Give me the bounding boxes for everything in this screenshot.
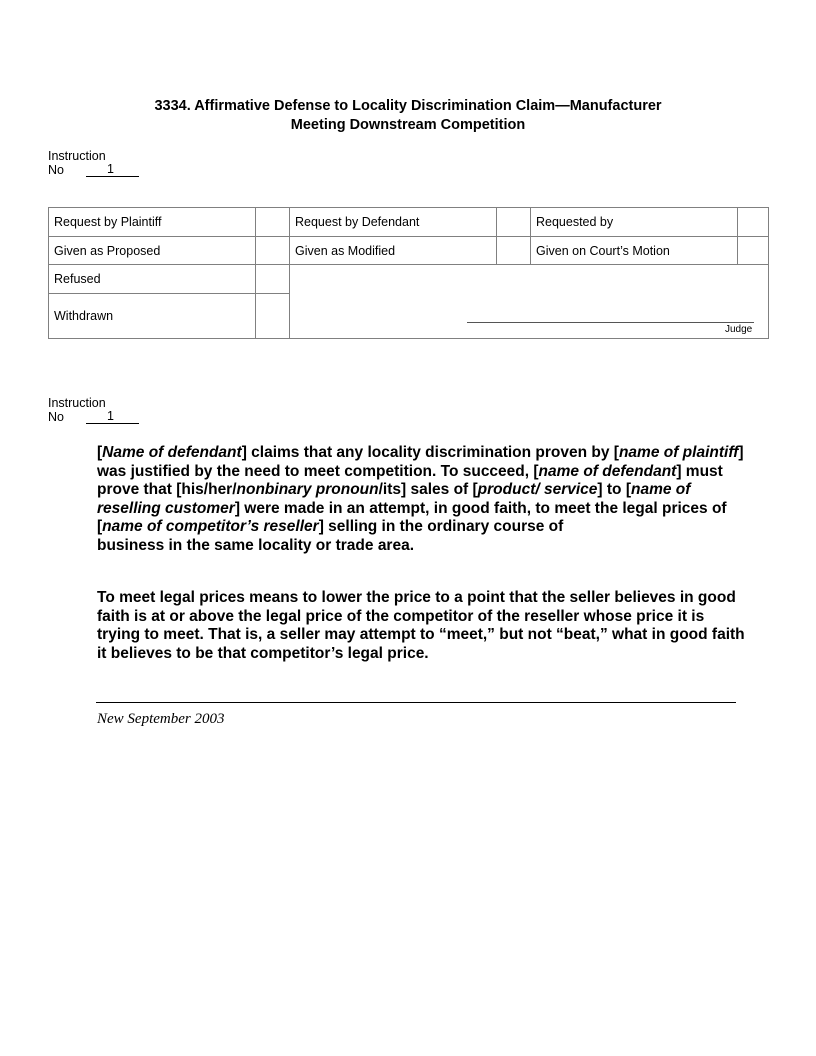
paragraph-1-text <box>97 444 747 556</box>
instruction-number-bottom <box>48 396 139 424</box>
judge-signature-line[interactable] <box>467 322 754 323</box>
placeholder-text: name of defendant <box>538 462 677 480</box>
judge-label: Judge <box>725 324 753 335</box>
placeholder-text: name of competitor’s reseller <box>102 518 319 536</box>
placeholder-text: name of reselling customer <box>97 481 691 517</box>
text-run: business in the same locality or trade area. <box>97 536 415 554</box>
no-label: No <box>48 163 64 177</box>
title-line-1: 3334. Affirmative Defense to Locality Discrimination Claim—Manufacturer <box>154 98 662 114</box>
text-run: ] to [ <box>597 481 631 499</box>
withdrawn-checkbox[interactable] <box>256 294 289 338</box>
requested-by-label: Requested by <box>536 215 614 229</box>
refused-checkbox[interactable] <box>256 265 289 293</box>
request-by-plaintiff-checkbox[interactable] <box>256 208 289 236</box>
paragraph-2-text: To meet legal prices means to lower the price to a point that the seller believes in good faith is at or above the legal price of the competitor of the reseller whose price it is trying to meet. That is, a seller may attempt to “meet,” but not “beat,” what in good faith it believes to be that competitor’s legal price. <box>97 589 745 662</box>
text-run: [ <box>97 444 103 461</box>
title-line-2: Meeting Downstream Competition <box>290 117 526 133</box>
text-run: ] selling in the ordinary course of <box>318 518 564 536</box>
given-on-courts-motion-label: Given on Court’s Motion <box>536 243 670 258</box>
no-label: No <box>48 410 64 424</box>
revision-note: New September 2003 <box>97 711 225 727</box>
request-by-defendant-checkbox[interactable] <box>497 208 530 236</box>
text-run: ] claims that any locality discrimination proven by [ <box>241 444 619 461</box>
instruction-number-top <box>48 149 139 177</box>
instruction-disposition-table <box>48 207 769 339</box>
given-as-proposed-checkbox[interactable] <box>256 237 289 264</box>
placeholder-text: Name of defendant <box>102 444 242 461</box>
instruction-number-field[interactable]: 1 <box>86 410 139 424</box>
instruction-number-field[interactable]: 1 <box>86 163 139 177</box>
given-as-modified-label: Given as Modified <box>295 243 396 258</box>
page-title <box>0 97 816 135</box>
text-run: ] was justified by the need to meet competition. To succeed, [ <box>97 444 744 480</box>
refused-label: Refused <box>54 272 101 286</box>
text-run: ] were made in an attempt, in good faith, to meet the legal prices of [ <box>97 499 727 536</box>
instruction-paragraph-1 <box>97 444 747 556</box>
footer-divider <box>96 702 736 703</box>
placeholder-text: name of plaintiff <box>618 444 739 461</box>
request-by-defendant-label: Request by Defendant <box>295 215 420 229</box>
withdrawn-label: Withdrawn <box>54 309 114 323</box>
given-as-proposed-label: Given as Proposed <box>54 243 161 258</box>
text-run: ] must prove that [his/her/ <box>97 462 723 499</box>
placeholder-text: product/ service <box>477 481 598 499</box>
text-run: /its] sales of [ <box>378 481 478 499</box>
request-by-plaintiff-label: Request by Plaintiff <box>54 215 162 229</box>
given-as-modified-checkbox[interactable] <box>497 237 530 264</box>
placeholder-text: nonbinary pronoun <box>236 481 379 499</box>
requested-by-checkbox[interactable] <box>738 208 768 236</box>
instruction-label: Instruction <box>48 149 106 163</box>
instruction-paragraph-2 <box>97 589 747 663</box>
given-on-courts-motion-checkbox[interactable] <box>738 237 768 264</box>
instruction-label: Instruction <box>48 396 106 410</box>
